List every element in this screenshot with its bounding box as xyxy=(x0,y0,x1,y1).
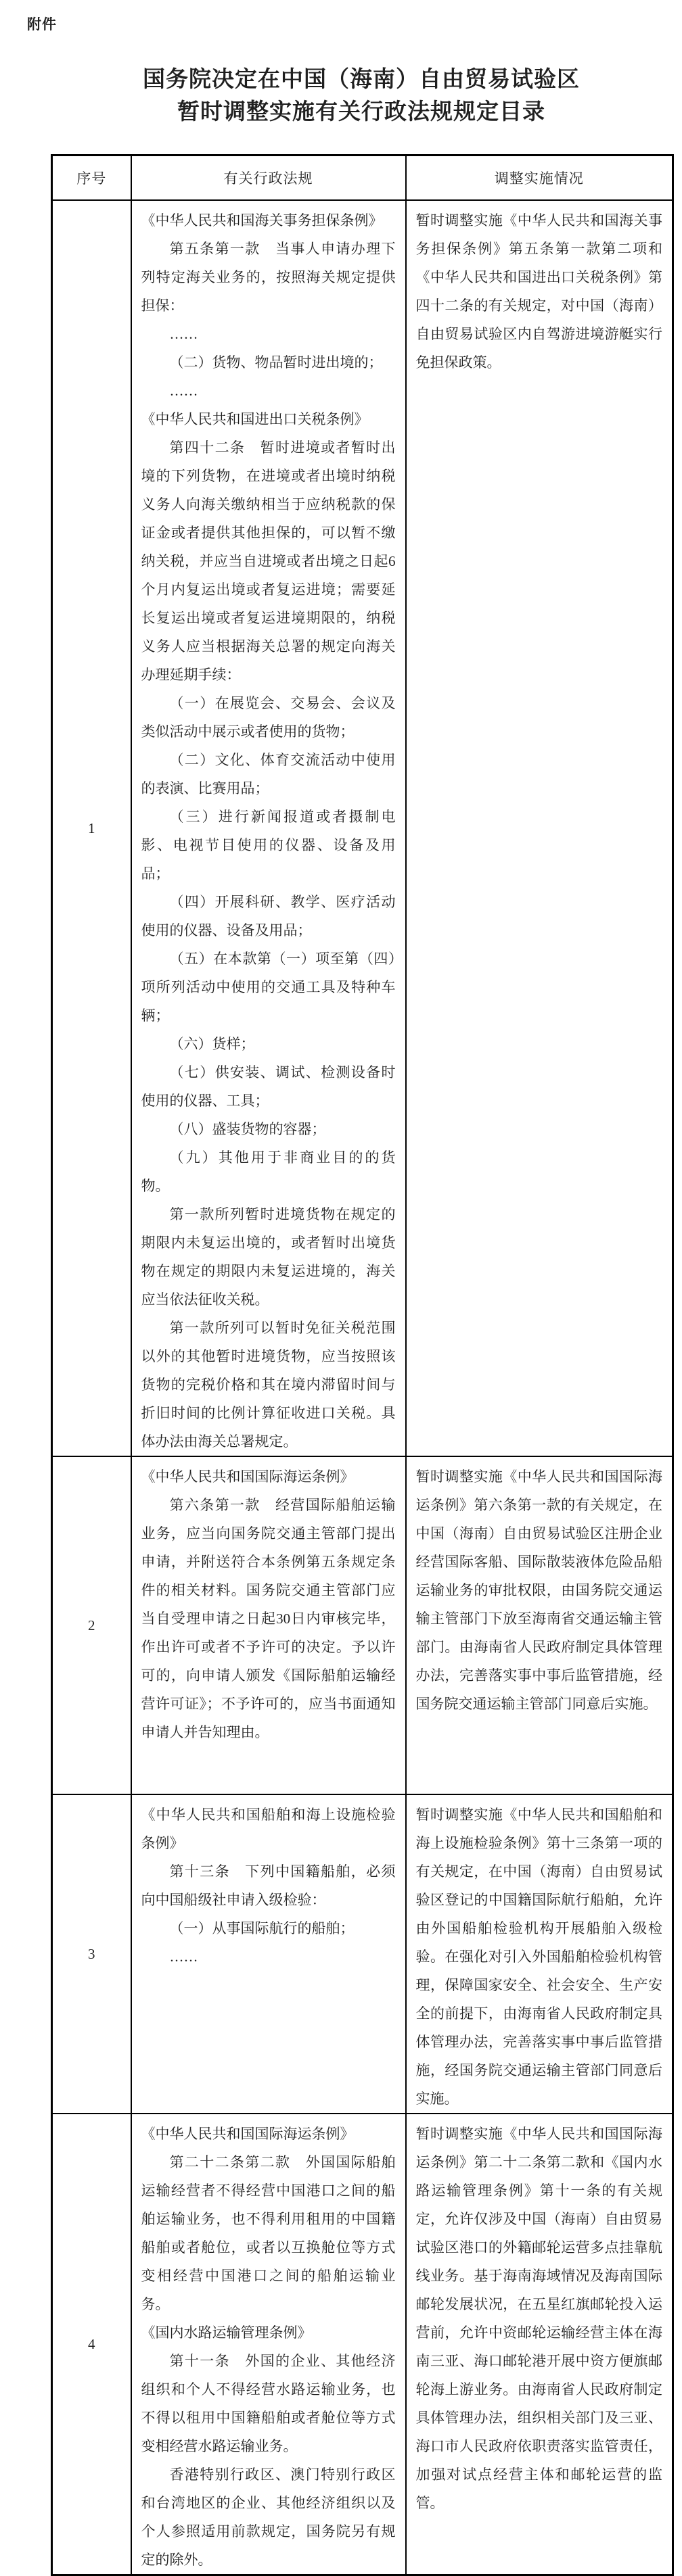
column-header-adjustment: 调整实施情况 xyxy=(406,156,673,201)
paragraph: 暂时调整实施《中华人民共和国国际海运条例》第二十二条第二款和《国内水路运输管理条例》第十一条的有关规定，允许仅涉及中国（海南）自由贸易试验区港口的外籍邮轮运营多点挂靠航线业务。基于海南海域情况及海南国际邮轮发展状况，在五星红旗邮轮投入运营前，允许中资邮轮运输经营主体在海南三亚、海口邮轮港开展中资方便旗邮轮海上游业务。由海南省人民政府制定具体管理办法，组织相关部门及三亚、海口市人民政府依职责落实监管责任，加强对试点经营主体和邮轮运营的监管。 xyxy=(415,2126,662,2511)
paragraph: …… xyxy=(169,1949,198,1965)
paragraph: （二）货物、物品暂时进出境的； xyxy=(169,354,383,371)
adjustment-cell xyxy=(406,200,673,1456)
regulation-cell xyxy=(131,2114,406,2575)
adjustment-cell xyxy=(406,1794,673,2114)
paragraph: （九）其他用于非商业目的的货物。 xyxy=(141,1149,396,1194)
row-number-cell: 2 xyxy=(52,1456,131,1794)
paragraph: 第五条第一款 当事人申请办理下列特定海关业务的，按照海关规定提供担保： xyxy=(141,241,396,314)
paragraph: （三）进行新闻报道或者摄制电影、电视节目使用的仪器、设备及用品； xyxy=(141,809,396,882)
paragraph: （二）文化、体育交流活动中使用的表演、比赛用品； xyxy=(141,752,396,796)
table-header xyxy=(52,156,673,201)
paragraph: 《中华人民共和国进出口关税条例》 xyxy=(141,411,369,427)
paragraph: 第二十二条第二款 外国国际船舶运输经营者不得经营中国港口之间的船舶运输业务，也不得利用租用的中国籍船舶或者舱位，或者以互换舱位等方式变相经营中国港口之间的船舶运输业务。 xyxy=(141,2154,396,2312)
paragraph: （一）从事国际航行的船舶； xyxy=(169,1920,355,1936)
row-number-cell: 4 xyxy=(52,2114,131,2575)
paragraph: …… xyxy=(169,326,198,342)
row-number-cell: 3 xyxy=(52,1794,131,2114)
paragraph: …… xyxy=(169,383,198,399)
paragraph: 暂时调整实施《中华人民共和国海关事务担保条例》第五条第一款第二项和《中华人民共和国进出口关税条例》第四十二条的有关规定，对中国（海南）自由贸易试验区内自驾游进境游艇实行免担保政策。 xyxy=(415,212,662,371)
paragraph: 《国内水路运输管理条例》 xyxy=(141,2324,312,2341)
table-row xyxy=(52,200,673,1456)
regulation-cell xyxy=(131,200,406,1456)
paragraph: （四）开展科研、教学、医疗活动使用的仪器、设备及用品； xyxy=(141,894,396,938)
paragraph: （六）货样； xyxy=(169,1036,255,1052)
paragraph: （七）供安装、调试、检测设备时使用的仪器、工具； xyxy=(141,1064,396,1109)
table-row xyxy=(52,1794,673,2114)
paragraph: 第四十二条 暂时进境或者暂时出境的下列货物，在进境或者出境时纳税义务人向海关缴纳相当于应纳税款的保证金或者提供其他担保的，可以暂不缴纳关税，并应当自进境或者出境之日起6个月内复运出境或者复运进境；需要延长复运出境或者复运进境期限的，纳税义务人应当根据海关总署的规定向海关办理延期手续： xyxy=(141,439,396,683)
paragraph: 《中华人民共和国海关事务担保条例》 xyxy=(141,212,383,229)
paragraph: 第一款所列可以暂时免征关税范围以外的其他暂时进境货物，应当按照该货物的完税价格和其在境内滞留时间与折旧时间的比例计算征收进口关税。具体办法由海关总署规定。 xyxy=(141,1320,396,1450)
adjustment-cell xyxy=(406,2114,673,2575)
paragraph: 第十一条 外国的企业、其他经济组织和个人不得经营水路运输业务，也不得以租用中国籍船舶或者舱位等方式变相经营水路运输业务。 xyxy=(141,2353,396,2454)
column-header-serial-number: 序号 xyxy=(52,156,131,201)
paragraph: 《中华人民共和国国际海运条例》 xyxy=(141,1469,355,1485)
paragraph: 《中华人民共和国国际海运条例》 xyxy=(141,2126,355,2142)
paragraph: （五）在本款第（一）项至第（四）项所列活动中使用的交通工具及特种车辆； xyxy=(141,951,396,1024)
title-line-2: 暂时调整实施有关行政法规规定目录 xyxy=(177,100,545,124)
paragraph: 第六条第一款 经营国际船舶运输业务，应当向国务院交通主管部门提出申请，并附送符合本条例第五条规定条件的相关材料。国务院交通主管部门应当自受理申请之日起30日内审核完毕，作出许可或者不予许可的决定。予以许可的，向申请人颁发《国际船舶运输经营许可证》；不予许可的，应当书面通知申请人并告知理由。 xyxy=(141,1497,396,1740)
paragraph: 《中华人民共和国船舶和海上设施检验条例》 xyxy=(141,1807,396,1851)
header-row xyxy=(52,156,673,201)
paragraph: 第一款所列暂时进境货物在规定的期限内未复运出境的，或者暂时出境货物在规定的期限内未复运进境的，海关应当依法征收关税。 xyxy=(141,1206,396,1308)
paragraph: 第十三条 下列中国籍船舶，必须向中国船级社申请入级检验： xyxy=(141,1863,396,1908)
adjustment-cell xyxy=(406,1456,673,1794)
paragraph: 暂时调整实施《中华人民共和国船舶和海上设施检验条例》第十三条第一项的有关规定，在中国（海南）自由贸易试验区登记的中国籍国际航行船舶，允许由外国船舶检验机构开展船舶入级检验。在强化对引入外国船舶检验机构管理，保障国家安全、社会安全、生产安全的前提下，由海南省人民政府制定具体管理办法，完善落实事中事后监管措施，经国务院交通运输主管部门同意后实施。 xyxy=(415,1807,662,2107)
regulation-cell xyxy=(131,1794,406,2114)
paragraph: （一）在展览会、交易会、会议及类似活动中展示或者使用的货物； xyxy=(141,695,396,740)
table-row xyxy=(52,2114,673,2575)
column-header-regulations: 有关行政法规 xyxy=(131,156,406,201)
row-number-cell: 1 xyxy=(52,200,131,1456)
paragraph: （八）盛装货物的容器； xyxy=(169,1121,326,1137)
table-body xyxy=(52,200,673,2575)
document-title xyxy=(51,64,672,128)
regulations-table xyxy=(51,154,674,2576)
attachment-label: 附件 xyxy=(27,16,57,32)
regulation-cell xyxy=(131,1456,406,1794)
paragraph: 香港特别行政区、澳门特别行政区和台湾地区的企业、其他经济组织以及个人参照适用前款规定，国务院另有规定的除外。 xyxy=(141,2466,396,2568)
paragraph: 暂时调整实施《中华人民共和国国际海运条例》第六条第一款的有关规定，在中国（海南）自由贸易试验区注册企业经营国际客船、国际散装液体危险品船运输业务的审批权限，由国务院交通运输主管部门下放至海南省交通运输主管部门。由海南省人民政府制定具体管理办法，完善落实事中事后监管措施，经国务院交通运输主管部门同意后实施。 xyxy=(415,1469,662,1712)
table-row xyxy=(52,1456,673,1794)
title-line-1: 国务院决定在中国（海南）自由贸易试验区 xyxy=(143,68,580,92)
